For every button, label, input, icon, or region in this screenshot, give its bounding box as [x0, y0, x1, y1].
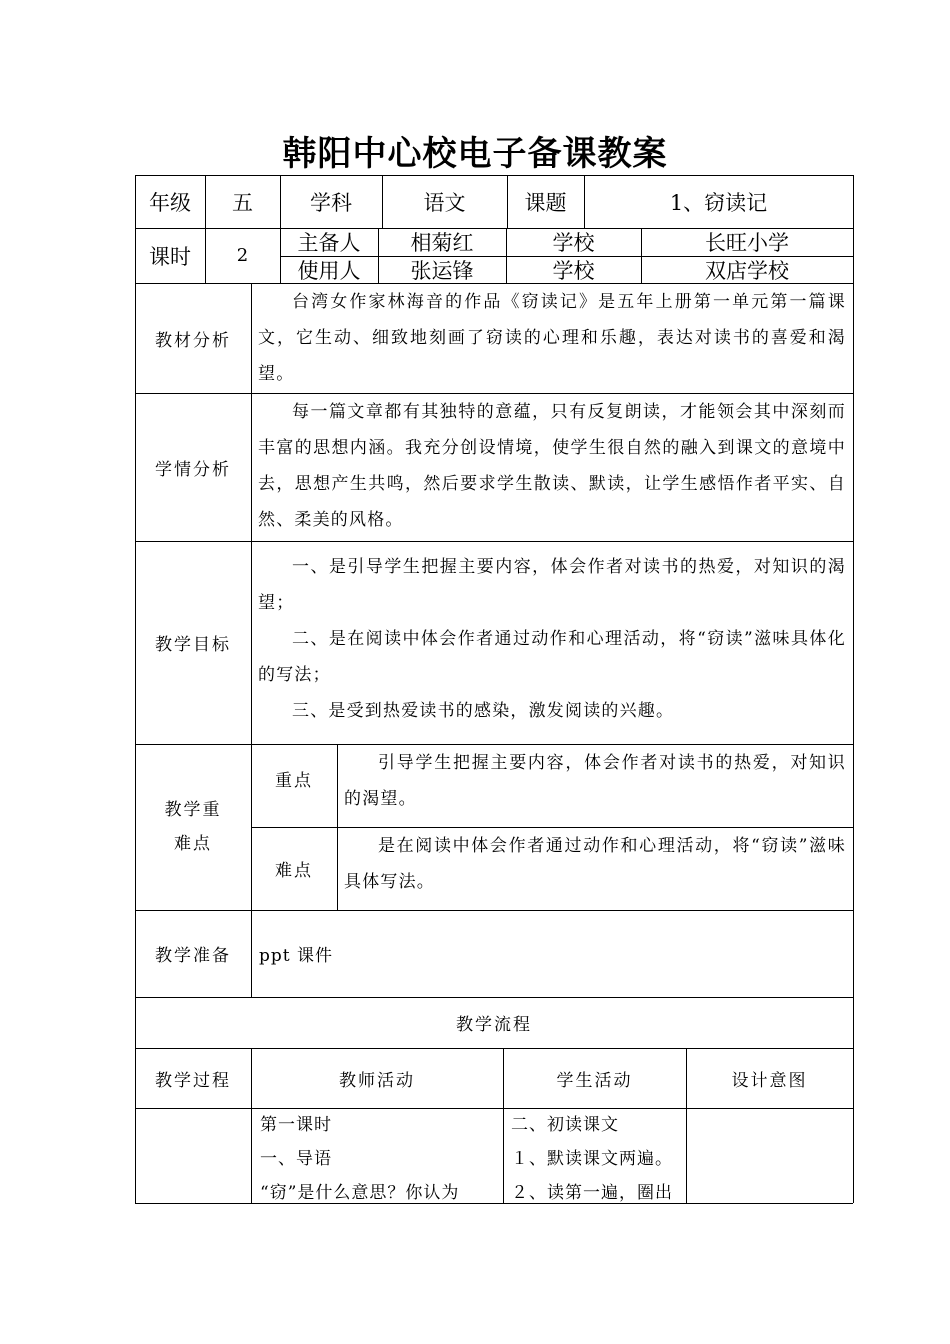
teaching-goals-text — [258, 541, 846, 744]
user-label: 使用人 — [297, 258, 361, 283]
student-line: １、默读课文两遍。 — [511, 1149, 673, 1169]
preparation-text: ppt 课件 — [259, 946, 333, 966]
school-value-2: 双店学校 — [705, 258, 789, 283]
difficulty-text: 是在阅读中体会作者通过动作和心理活动，将“窃读”滋味具体写法。 — [344, 836, 846, 892]
grade-value: 五 — [232, 190, 253, 215]
student-analysis-text: 每一篇文章都有其独特的意蕴，只有反复朗读，才能领会其中深刻而丰富的思想内涵。我充分创设情境，使学生很自然的融入到课文的意境中去，思想产生共鸣，然后要求学生散读、默读，让学生感悟作者平实、自然、柔美的风格。 — [258, 402, 846, 530]
preparation-label: 教学准备 — [155, 946, 231, 966]
material-analysis-text: 台湾女作家林海音的作品《窃读记》是五年上册第一单元第一篇课文，它生动、细致地刻画了窃读的心理和乐趣，表达对读书的喜爱和渴望。 — [258, 292, 846, 384]
topic-label: 课题 — [524, 190, 567, 215]
col-teacher: 教师活动 — [339, 1070, 415, 1091]
key-points-label: 教学重 难点 — [164, 800, 222, 854]
grade-label: 年级 — [149, 190, 191, 215]
difficulty-label: 难点 — [275, 861, 313, 881]
material-analysis-label: 教材分析 — [155, 330, 231, 351]
teacher-line: “窃”是什么意思？你认为 — [260, 1183, 460, 1203]
school-label-1: 学校 — [552, 231, 595, 255]
document-title: 韩阳中心校电子备课教案 — [282, 134, 668, 174]
hours-label: 课时 — [149, 244, 191, 269]
teaching-goal-3: 三、是受到热爱读书的感染，激发阅读的兴趣。 — [292, 701, 675, 721]
teacher-line: 一、导语 — [260, 1149, 332, 1169]
preparer-label: 主备人 — [297, 231, 361, 255]
col-design: 设计意图 — [731, 1070, 808, 1091]
school-label-2: 学校 — [552, 258, 595, 283]
teaching-goal-2: 二、是在阅读中体会作者通过动作和心理活动，将“窃读”滋味具体化的写法； — [258, 629, 846, 685]
topic-value: 1、窃读记 — [669, 190, 768, 215]
student-activity — [511, 1108, 683, 1203]
col-process: 教学过程 — [155, 1070, 231, 1091]
col-student: 学生活动 — [556, 1070, 633, 1091]
focus-label: 重点 — [275, 771, 313, 791]
school-value-1: 长旺小学 — [705, 231, 789, 255]
subject-label: 学科 — [310, 190, 352, 215]
teacher-activity — [260, 1108, 500, 1203]
user-value: 张运锋 — [410, 258, 474, 283]
teacher-line: 第一课时 — [260, 1115, 332, 1135]
subject-value: 语文 — [423, 190, 466, 215]
teaching-goals-label: 教学目标 — [155, 635, 231, 655]
focus-text: 引导学生把握主要内容，体会作者对读书的热爱，对知识的渴望。 — [344, 753, 846, 809]
student-analysis-label: 学情分析 — [155, 459, 231, 480]
student-line: 二、初读课文 — [511, 1115, 619, 1135]
teaching-goal-1: 一、是引导学生把握主要内容，体会作者对读书的热爱，对知识的渴望； — [258, 557, 846, 613]
flow-title: 教学流程 — [456, 1015, 532, 1035]
student-line: ２、读第一遍，圈出 — [511, 1183, 673, 1203]
preparer-value: 相菊红 — [410, 231, 474, 255]
hours-value: 2 — [236, 245, 249, 266]
